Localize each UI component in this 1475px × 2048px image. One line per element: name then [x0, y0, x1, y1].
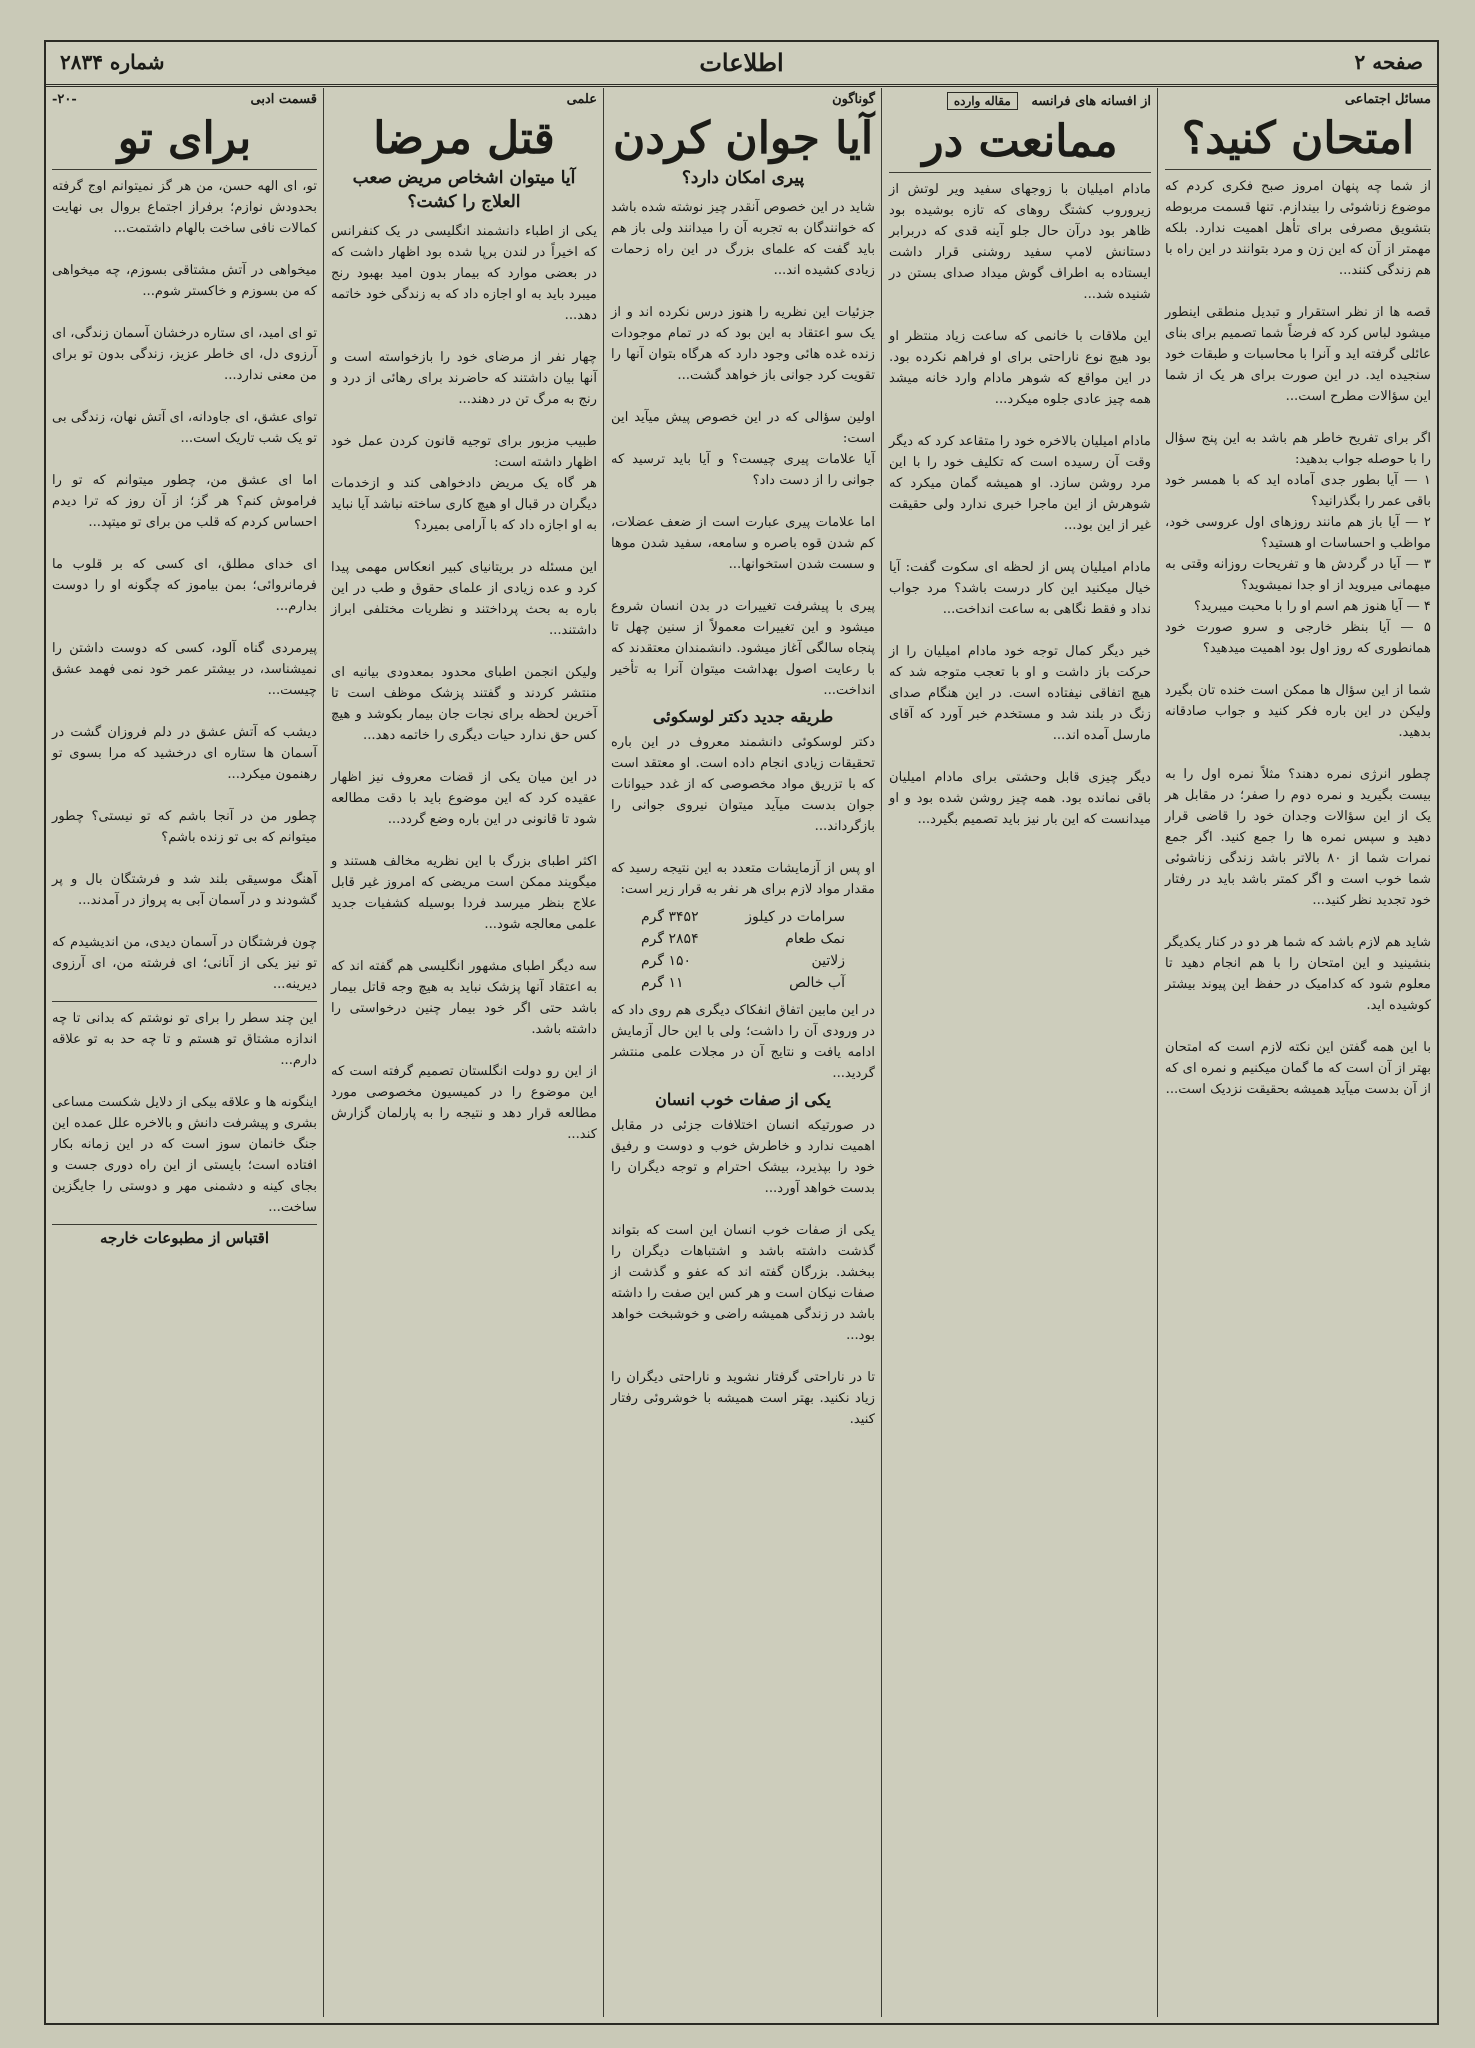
masthead — [46, 42, 1437, 87]
column-page-number: -۲۰- — [52, 92, 77, 107]
column-social — [1159, 88, 1437, 2017]
section-kicker — [889, 92, 1151, 110]
article-body-4: در صورتیکه انسان اختلافات جزئی در مقابل اهمیت ندارد و خاطرش خوب و دوست و رفیق خود را بپذیرد، بیشک احترام و توجه دیگران را بدست خواهد آورد... یکی از صفات خوب انسان این است که بتواند گذشت داشته باشد و اشتباهات دیگران را ببخشد. بزرگان گفته اند که عفو و گذشت از صفات نیکان است و هر کس این صفت را داشته باشد در زندگی همیشه راضی و خوشبخت خواهد بود... تا در ناراحتی گرفتار نشوید و ناراحتی دیگران را زیاد نکنید. بهتر است همیشه با خوشروئی رفتار کنید. — [611, 1118, 875, 1428]
article-body: یکی از اطباء دانشمند انگلیسی در یک کنفرانس که اخیراً در لندن برپا شده بود اظهار داشت که در بعضی موارد که بیمار بدون امید بهبود رنج میبرد باید به او اجازه داد که به زندگی خود خاتمه دهد... چهار نفر از مرضای خود را بازخواسته است و آنها بیان داشتند که حاضرند برای رهائی از درد و رنج به مرگ تن در دهند... طبیب مزبور برای توجیه قانون کردن عمل خود اظهار داشته است: هر گاه یک مریض دادخواهی کند و ازخدمات دیگران در قبال او هیچ کاری ساخته نباشد آیا نباید به او اجازه داد که با آرامی بمیرد؟ این مسئله در بریتانیای کبیر انعکاس مهمی پیدا کرد و عده زیادی از علمای حقوق و طب در این باره به بحث پرداختند و نظریات مختلفی ابراز داشتند... ولیکن انجمن اطبای محدود بمعدودی بیانیه ای منتشر کردند و گفتند پزشک موظف است تا آخرین لحظه برای نجات جان بیمار بکوشد و هیچ کس حق ندارد حیات دیگری را خاتمه دهد... در این میان یکی از قضات معروف نیز اظهار عقیده کرد که این موضوع باید با دقت مطالعه شود تا قانونی در این باره وضع گردد... اکثر اطبای بزرگ با این نظریه مخالف هستند و میگویند ممکن است مریضی که امروز غیر قابل علاج بنظر میرسد فردا بوسیله کشفیات جدید علمی معالجه شود... سه دیگر اطبای مشهور انگلیسی هم گفته اند که به اعتقاد آنها پزشک نباید به هیچ وجه قاتل بیمار باشد حتی اگر خود بیمار چنین درخواستی را داشته باشد. از این رو دولت انگلستان تصمیم گرفته است که این موضوع را در کمیسیون مخصوصی مورد مطالعه قرار دهد و نتیجه را به پارلمان گزارش کند... — [331, 223, 597, 1142]
newspaper-title: اطلاعات — [699, 48, 784, 77]
section-title: قسمت ادبی — [250, 92, 317, 107]
article-headline: برای تو — [117, 113, 252, 164]
section-heading: یکی از صفات خوب انسان — [655, 1090, 831, 1110]
row-value: ۳۴۵۲ گرم — [641, 909, 699, 926]
article-headline: ممانعت در — [922, 116, 1118, 167]
table-row — [611, 906, 875, 928]
article-headline: امتحان کنید؟ — [1181, 113, 1415, 164]
table-row — [611, 972, 875, 994]
submitted-article-badge: مقاله وارده — [947, 92, 1018, 110]
divider — [1165, 169, 1431, 170]
column-science — [325, 88, 603, 2017]
row-value: ۱۵۰ گرم — [641, 953, 692, 970]
page-number: صفحه ۲ — [1354, 50, 1423, 74]
divider — [889, 172, 1151, 173]
divider — [52, 1001, 317, 1002]
column-story — [883, 88, 1157, 2017]
ingredients-table — [611, 906, 875, 994]
article-subhead: آیا میتوان اشخاص مریض صعب العلاج را کشت؟ — [352, 168, 576, 213]
article-body: مادام امیلیان با زوجهای سفید ویر لوتش از زیروروب کشتگ روهای که تازه بوشیده بود ظاهر بود درآن حال جلو آینه قدی که دربرابر دستانش لامپ سفید روشنی قرار داشت ایستاده به اطراف گوش میداد صدای بستن در شنیده شد... این ملاقات با خانمی که ساعت زیاد منتظر او بود هیچ نوع ناراحتی برای او فراهم نکرده بود. در این مواقع که شوهر مادام وارد خانه میشد همه چیز عادی جلوه میکرد... مادام امیلیان بالاخره خود را متقاعد کرد که دیگر وقت آن رسیده است که تکلیف خود را با این مرد روشن سازد. او همیشه گمان میکرد که شوهرش از این ماجرا خبری ندارد ولی حقیقت غیر از این بود... مادام امیلیان پس از لحظه ای سکوت گفت: آیا خیال میکنید این کار درست باشد؟ مرد جواب نداد و فقط نگاهی به ساعت انداخت... خیر دیگر کمال توجه خود مادام امیلیان را از حرکت باز داشت و او با تعجب متوجه شد که هیچ اتفاقی نیفتاده است. در این هنگام صدای زنگ در بلند شد و مستخدم خبر آورد که آقای مارسل آمده اند... دیگر چیزی قابل وحشتی برای مادام امیلیان باقی نمانده بود. همه چیز روشن شده بود و او میدانست که این بار نیز باید تصمیم بگیرد... — [889, 182, 1151, 828]
row-value: ۱۱ گرم — [641, 975, 684, 992]
source-credit: اقتباس از مطبوعات خارجه — [52, 1224, 317, 1247]
column-misc — [605, 88, 881, 2017]
article-body-2: دکتر لوسکوئی دانشمند معروف در این باره تحقیقات زیادی انجام داده است. او معتقد است که با تزریق مواد مخصوصی که از غدد حیوانات جوان بدست میآید میتوان نیروی جوانی را بازگرداند... او پس از آزمایشات متعدد به این نتیجه رسید که مقدار مواد لازم برای هر نفر به قرار زیر است: — [611, 735, 875, 898]
section-kicker: مسائل اجتماعی — [1344, 92, 1431, 107]
article-note: این چند سطر را برای تو نوشتم که بدانی تا چه اندازه مشتاق تو هستم و تا چه حد به تو علاقه دارم... اینگونه ها و علاقه بیکی از دلایل شکست مساعی بشری و پیشرفت دانش و بالاخره علل عمده این جنگ خانمان سوز است که در این زمانه بکار افتاده است؛ بایستی از این راه دوری جست و بجای کینه و دشمنی مهر و دوستی را جایگزین ساخت... — [52, 1011, 317, 1216]
article-subhead: پیری امکان دارد؟ — [681, 168, 805, 189]
article-body: از شما چه پنهان امروز صبح فکری کردم که موضوع زناشوئی را بیندازم. تنها قسمت مربوطه بتشویق مصرفی برای تأهل اهمیت ندارد. بلکه مهمتر از آن که این زن و مرد بتوانند در این راه با هم زندگی کنند... قصه ها از نظر استقرار و تبدیل منطقی اینطور میشود لباس کرد که فرضاً شما تصمیم برای بنای عائلی گرفته اید و آنرا با محاسبات و طبقات خود سنجیده اید. در این صورت برای هر یک از شما این سؤالات مطرح است... اگر برای تفریح خاطر هم باشد به این پنج سؤال را با حوصله جواب بدهید: ۱ — آیا بطور جدی آماده اید که با همسر خود باقی عمر را بگذرانید؟ ۲ — آیا باز هم مانند روزهای اول عروسی خود، مواظب و احساسات او هستید؟ ۳ — آیا در گردش ها و تفریحات روزانه وقتی به میهمانی میروید از او جدا نمیشوید؟ ۴ — آیا هنوز هم اسم او را با محبت میبرید؟ ۵ — آیا بنظر خارجی و سرو صورت خود همانطوری که روز اول بود اهمیت میدهید؟ شما از این سؤال ها ممکن است خنده تان بگیرد ولیکن در این باره فکر کنید و جواب صادقانه بدهید. چطور انرژی نمره دهند؟ مثلاً نمره اول را به بیست بگیرید و نمره دوم را صفر؛ در مقابل هر یک از این سؤالات وجدان خود را قاضی قرار دهید و سپس نمره ها را جمع کنید. اگر جمع نمرات شما از ۸۰ بالاتر باشد زندگی زناشوئی شما خوب است و اگر کمتر باشد باید در رفتار خود تجدید نظر کنید... شاید هم لازم باشد که شما هر دو در کنار یکدیگر بنشینید و این امتحان را با هم انجام دهید تا معلوم شود که کدامیک در حفظ این پیوند بیشتر کوشیده اید. با این همه گفتن این نکته لازم است که امتحان بهتر از آن است که ما گمان میکنیم و نمره ای که از آن بدست میآید همیشه بحقیقت نزدیک است... — [1164, 179, 1432, 1098]
section-kicker: گوناگون — [832, 92, 875, 107]
column-rule — [1157, 88, 1158, 2017]
row-label: زلاتین — [811, 953, 845, 970]
issue-number: شماره ۲۸۳۴ — [60, 50, 165, 74]
article-body: تو، ای الهه حسن، من هر گز نمیتوانم اوج گرفته بحدودش نوازم؛ برفراز اجتماع بروال بی نهایت کمالات نافی ساخت بالهام داشتمت... میخواهی در آتش مشتاقی بسوزم، چه میخواهی که من بسوزم و خاکستر شوم... تو ای امید، ای ستاره درخشان آسمان زندگی، ای آرزوی دل، ای خاطر عزیز، زندگی بدون تو برای من معنی ندارد... توای عشق، ای جاودانه، ای آتش نهان، زندگی بی تو یک شب تاریک است... اما ای عشق من، چطور میتوانم که تو را فراموش کنم؟ هر گز؛ از آن روز که ترا دیدم احساس کردم که قلب من برای تو میتپد... ای خدای مطلق، ای کسی که بر قلوب ما فرمانروائی؛ بمن بیاموز که چگونه او را دوست بدارم... پیرمردی گناه آلود، کسی که دوست داشتن را نمیشناسد، در بیشتر عمر خود نمی فهمد عشق چیست... دیشب که آتش عشق در دلم فروزان گشت در آسمان ها ستاره ای درخشید که مرا بسوی تو رهنمون میکرد... چطور من در آنجا باشم که تو نیستی؟ چطور میتوانم که بی تو زنده باشم؟ آهنگ موسیقی بلند شد و فرشتگان بال و پر گشودند و در آسمان آبی به پرواز در آمدند... چون فرشتگان در آسمان دیدی، من اندیشیدم که تو نیز یکی از آنانی؛ ای فرشته من، ای آرزوی دیرینه... — [52, 179, 317, 993]
article-headline: آیا جوان کردن — [612, 113, 874, 164]
newspaper-page — [44, 40, 1439, 2025]
column-rule — [603, 88, 604, 2017]
story-source: از افسانه های فرانسه — [1031, 94, 1151, 109]
row-label: آب خالص — [789, 975, 845, 992]
column-rule — [881, 88, 882, 2017]
divider — [52, 169, 317, 170]
table-row — [611, 928, 875, 950]
section-heading: طریقه جدید دکتر لوسکوئی — [652, 707, 834, 727]
row-label: سرامات در کیلوز — [745, 909, 845, 926]
article-headline: قتل مرضا — [373, 113, 555, 164]
column-rule — [323, 88, 324, 2017]
section-kicker — [52, 92, 317, 107]
column-literary — [46, 88, 323, 2017]
table-row — [611, 950, 875, 972]
row-label: نمک طعام — [785, 931, 845, 948]
section-kicker: علمی — [566, 92, 597, 107]
article-body-3: در این مابین اتفاق انفکاک دیگری هم روی داد که در ورودی آن را داشت؛ ولی با این حال آزمایش ادامه یافت و نتایج آن در مجلات علمی منتشر گردید... — [611, 1003, 875, 1082]
row-value: ۲۸۵۴ گرم — [641, 931, 699, 948]
article-body: شاید در این خصوص آنقدر چیز نوشته شده باشد که خوانندگان به تجربه آن را میدانند ولی باز هم باید گفت که علمای بزرگ در این راه زحمات زیادی کشیده اند... جزئیات این نظریه را هنوز درس نکرده اند و از یک سو اعتقاد به این بود که در تمام موجودات زنده غده هائی وجود دارد که هرگاه بتوان آنها را تقویت کرد جوانی باز خواهد گشت... اولین سؤالی که در این خصوص پیش میآید این است: آیا علامات پیری چیست؟ و آیا باید ترسید که جوانی را از دست داد؟ اما علامات پیری عبارت است از ضعف عضلات، کم شدن قوه باصره و سامعه، سفید شدن موها و سست شدن استخوانها... پیری با پیشرفت تغییرات در بدن انسان شروع میشود و این تغییرات معمولاً از سنین چهل تا پنجاه سالگی آغاز میشود. دانشمندان معتقدند که با رعایت اصول بهداشت میتوان آنرا به تأخیر انداخت... — [611, 200, 875, 699]
